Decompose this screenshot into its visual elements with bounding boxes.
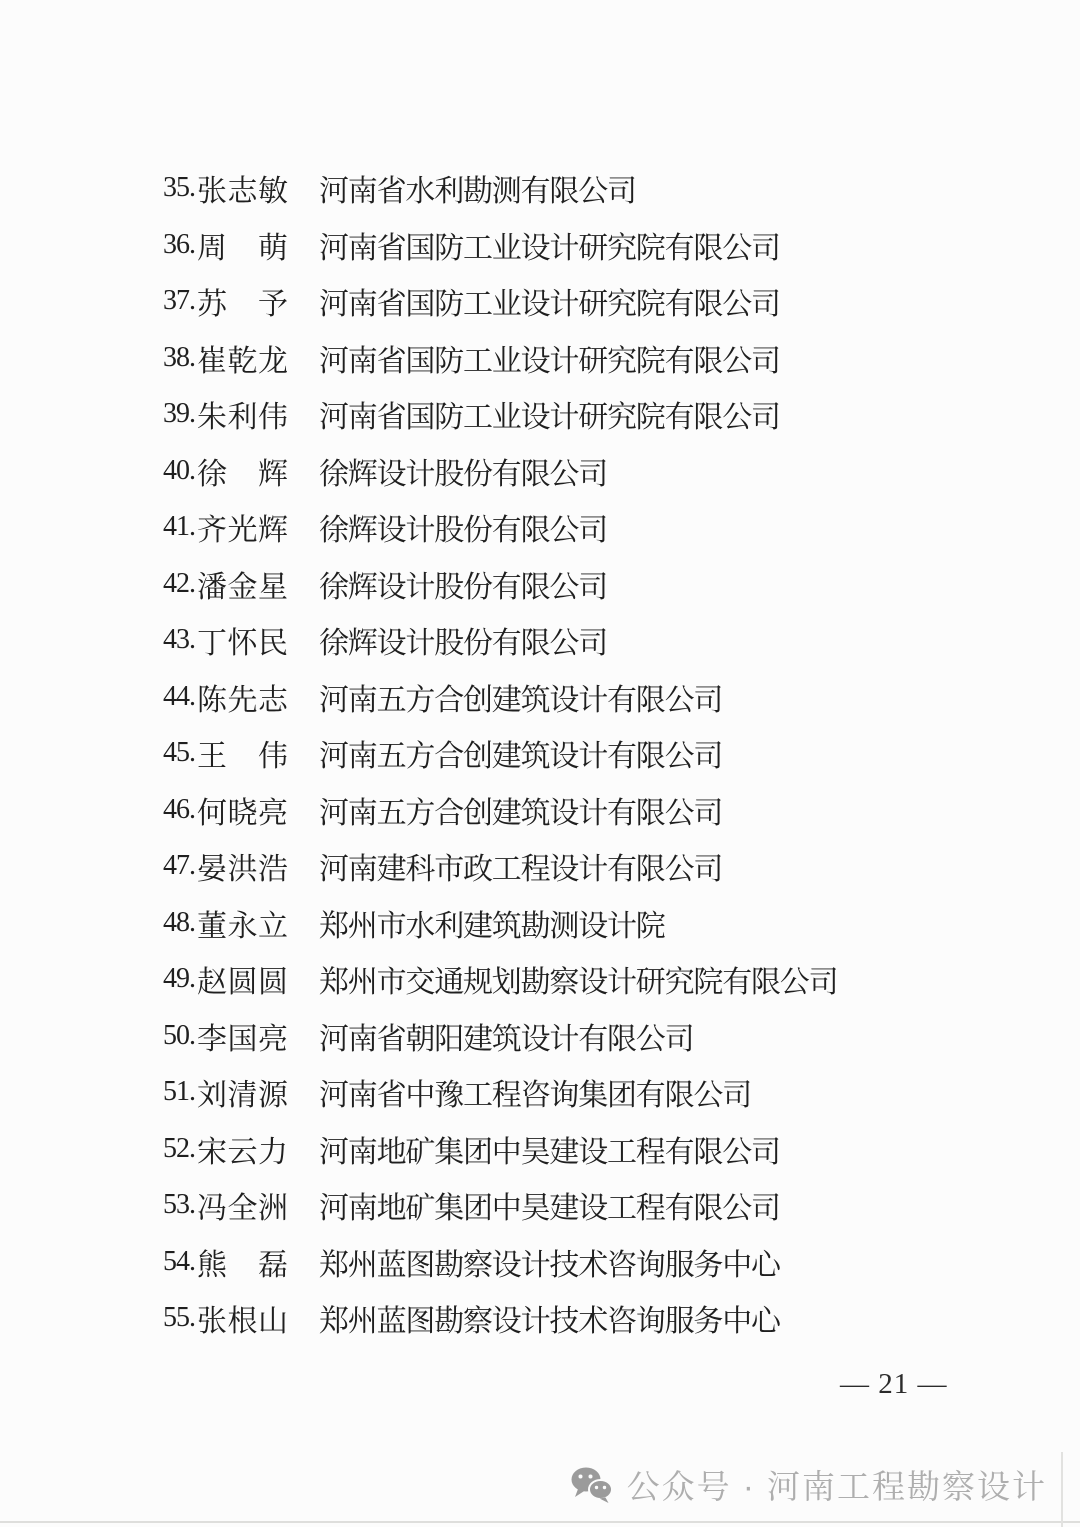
company-name: 河南地矿集团中昊建设工程有限公司	[319, 1135, 780, 1169]
scan-artifact-right-line	[1061, 1452, 1063, 1527]
company-name: 河南五方合创建筑设计有限公司	[319, 796, 723, 830]
company-name: 河南省中豫工程咨询集团有限公司	[319, 1079, 751, 1113]
person-name: 崔乾龙	[197, 344, 289, 378]
item-number: 35.	[163, 172, 195, 204]
company-name: 徐辉设计股份有限公司	[319, 514, 607, 548]
item-number: 52.	[163, 1132, 195, 1164]
list-item	[163, 669, 837, 726]
person-name: 陈先志	[197, 683, 289, 717]
list-item	[163, 1290, 837, 1347]
list-item	[163, 838, 837, 895]
company-name: 河南省国防工业设计研究院有限公司	[319, 401, 780, 435]
person-name: 张根山	[197, 1305, 289, 1339]
list-item	[163, 782, 837, 839]
company-name: 郑州蓝图勘察设计技术咨询服务中心	[319, 1248, 780, 1282]
company-name: 河南地矿集团中昊建设工程有限公司	[319, 1192, 780, 1226]
item-number: 54.	[163, 1245, 195, 1277]
list-item	[163, 443, 837, 500]
person-name: 朱利伟	[197, 401, 289, 435]
company-name: 郑州蓝图勘察设计技术咨询服务中心	[319, 1305, 780, 1339]
company-name: 河南省水利勘测有限公司	[319, 175, 636, 209]
person-name: 李国亮	[197, 1022, 289, 1056]
item-number: 37.	[163, 285, 195, 317]
list-item	[163, 725, 837, 782]
person-name: 王 伟	[197, 740, 289, 774]
list-item	[163, 612, 837, 669]
item-number: 44.	[163, 680, 195, 712]
item-number: 53.	[163, 1189, 195, 1221]
watermark-text: 公众号 · 河南工程勘察设计	[626, 1468, 1047, 1505]
person-name: 宋云力	[197, 1135, 289, 1169]
list-item	[163, 895, 837, 952]
item-number: 48.	[163, 906, 195, 938]
company-name: 河南省朝阳建筑设计有限公司	[319, 1022, 694, 1056]
company-name: 徐辉设计股份有限公司	[319, 570, 607, 604]
person-name: 张志敏	[197, 175, 289, 209]
company-name: 郑州市交通规划勘察设计研究院有限公司	[319, 966, 838, 1000]
person-name: 赵圆圆	[197, 966, 289, 1000]
person-name: 董永立	[197, 909, 289, 943]
item-number: 55.	[163, 1302, 195, 1334]
item-number: 42.	[163, 567, 195, 599]
person-name: 苏 予	[197, 288, 289, 322]
list-item	[163, 951, 837, 1008]
list-item	[163, 386, 837, 443]
person-name: 潘金星	[197, 570, 289, 604]
list-item	[163, 273, 837, 330]
company-name: 河南省国防工业设计研究院有限公司	[319, 344, 780, 378]
company-name: 河南建科市政工程设计有限公司	[319, 853, 723, 887]
person-name: 周 萌	[197, 231, 289, 265]
list-item	[163, 330, 837, 387]
item-number: 45.	[163, 737, 195, 769]
item-number: 38.	[163, 341, 195, 373]
list-item	[163, 1121, 837, 1178]
company-name: 河南五方合创建筑设计有限公司	[319, 683, 723, 717]
list-item	[163, 1064, 837, 1121]
person-name: 冯全洲	[197, 1192, 289, 1226]
company-name: 郑州市水利建筑勘测设计院	[319, 909, 665, 943]
list-item	[163, 1234, 837, 1291]
item-number: 39.	[163, 398, 195, 430]
item-number: 47.	[163, 850, 195, 882]
item-number: 46.	[163, 793, 195, 825]
company-name: 徐辉设计股份有限公司	[319, 457, 607, 491]
watermark-footer	[570, 1461, 1047, 1508]
company-name: 徐辉设计股份有限公司	[319, 627, 607, 661]
person-name: 徐 辉	[197, 457, 289, 491]
item-number: 41.	[163, 511, 195, 543]
wechat-icon	[570, 1466, 614, 1504]
item-number: 40.	[163, 454, 195, 486]
person-name: 丁怀民	[197, 627, 289, 661]
person-name: 何晓亮	[197, 796, 289, 830]
list-item	[163, 217, 837, 274]
item-number: 49.	[163, 963, 195, 995]
item-number: 43.	[163, 624, 195, 656]
person-name: 刘清源	[197, 1079, 289, 1113]
item-number: 51.	[163, 1076, 195, 1108]
list-item	[163, 1008, 837, 1065]
list-item	[163, 556, 837, 613]
item-number: 50.	[163, 1019, 195, 1051]
list-item	[163, 160, 837, 217]
person-name: 晏洪浩	[197, 853, 289, 887]
company-name: 河南省国防工业设计研究院有限公司	[319, 288, 780, 322]
scan-artifact-bottom-line	[0, 1521, 1080, 1523]
list-item	[163, 499, 837, 556]
company-name: 河南省国防工业设计研究院有限公司	[319, 231, 780, 265]
page-number: — 21 —	[840, 1368, 948, 1400]
person-name: 熊 磊	[197, 1248, 289, 1282]
person-name: 齐光辉	[197, 514, 289, 548]
list-item	[163, 1177, 837, 1234]
company-name: 河南五方合创建筑设计有限公司	[319, 740, 723, 774]
item-number: 36.	[163, 228, 195, 260]
appointee-list	[163, 160, 837, 1347]
